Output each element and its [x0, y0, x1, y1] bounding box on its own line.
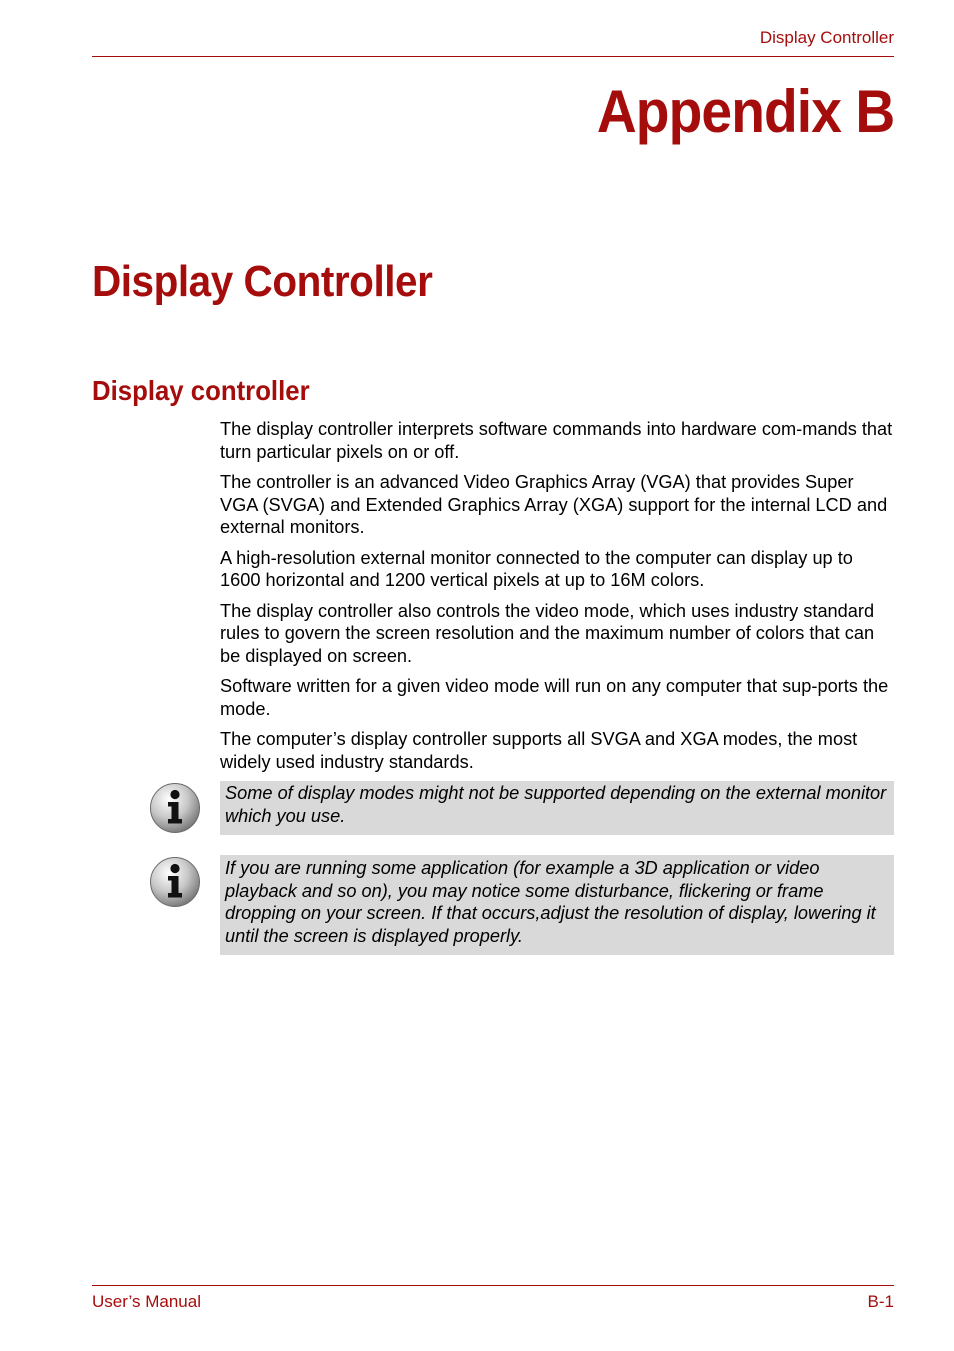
note-box — [220, 855, 894, 955]
appendix-title: Appendix B — [596, 78, 894, 145]
section-body — [220, 418, 894, 781]
paragraph: The display controller also controls the video mode, which uses industry standard rules to govern the screen resolution and the maximum number of colors that can be displayed on screen. — [220, 600, 875, 666]
paragraph: Software written for a given video mode will run on any computer that sup-ports the mode. — [220, 676, 889, 719]
info-icon — [149, 856, 201, 908]
footer-page-number: B-1 — [867, 1292, 894, 1311]
footer-divider — [92, 1285, 894, 1286]
paragraph: A high-resolution external monitor connected to the computer can display up to 1600 horizontal and 1200 vertical pixels at up to 16M colors. — [220, 547, 853, 590]
note-text: Some of display modes might not be supported depending on the external monitor which you use. — [225, 783, 887, 826]
section-title: Display controller — [92, 375, 310, 406]
paragraph: The display controller interprets software commands into hardware com-mands that turn particular pixels on or off. — [220, 419, 893, 462]
info-icon — [149, 782, 201, 834]
running-header: Display Controller — [759, 28, 894, 47]
note-box — [220, 781, 894, 835]
footer-manual-title: User’s Manual — [92, 1292, 201, 1311]
paragraph: The controller is an advanced Video Graphics Array (VGA) that provides Super VGA (SVGA) and Extended Graphics Array (XGA) support for the internal LCD and external monitors. — [220, 472, 888, 537]
paragraph: The computer’s display controller supports all SVGA and XGA modes, the most widely used industry standards. — [220, 729, 858, 772]
note-text: If you are running some application (for example a 3D application or video playback and so on), you may notice some disturbance, flickering or frame dropping on your screen. If that occurs,adjust the resolution of display, lowering it until the screen is displayed properly. — [225, 858, 876, 946]
header-divider — [92, 56, 894, 57]
chapter-title: Display Controller — [92, 257, 433, 306]
